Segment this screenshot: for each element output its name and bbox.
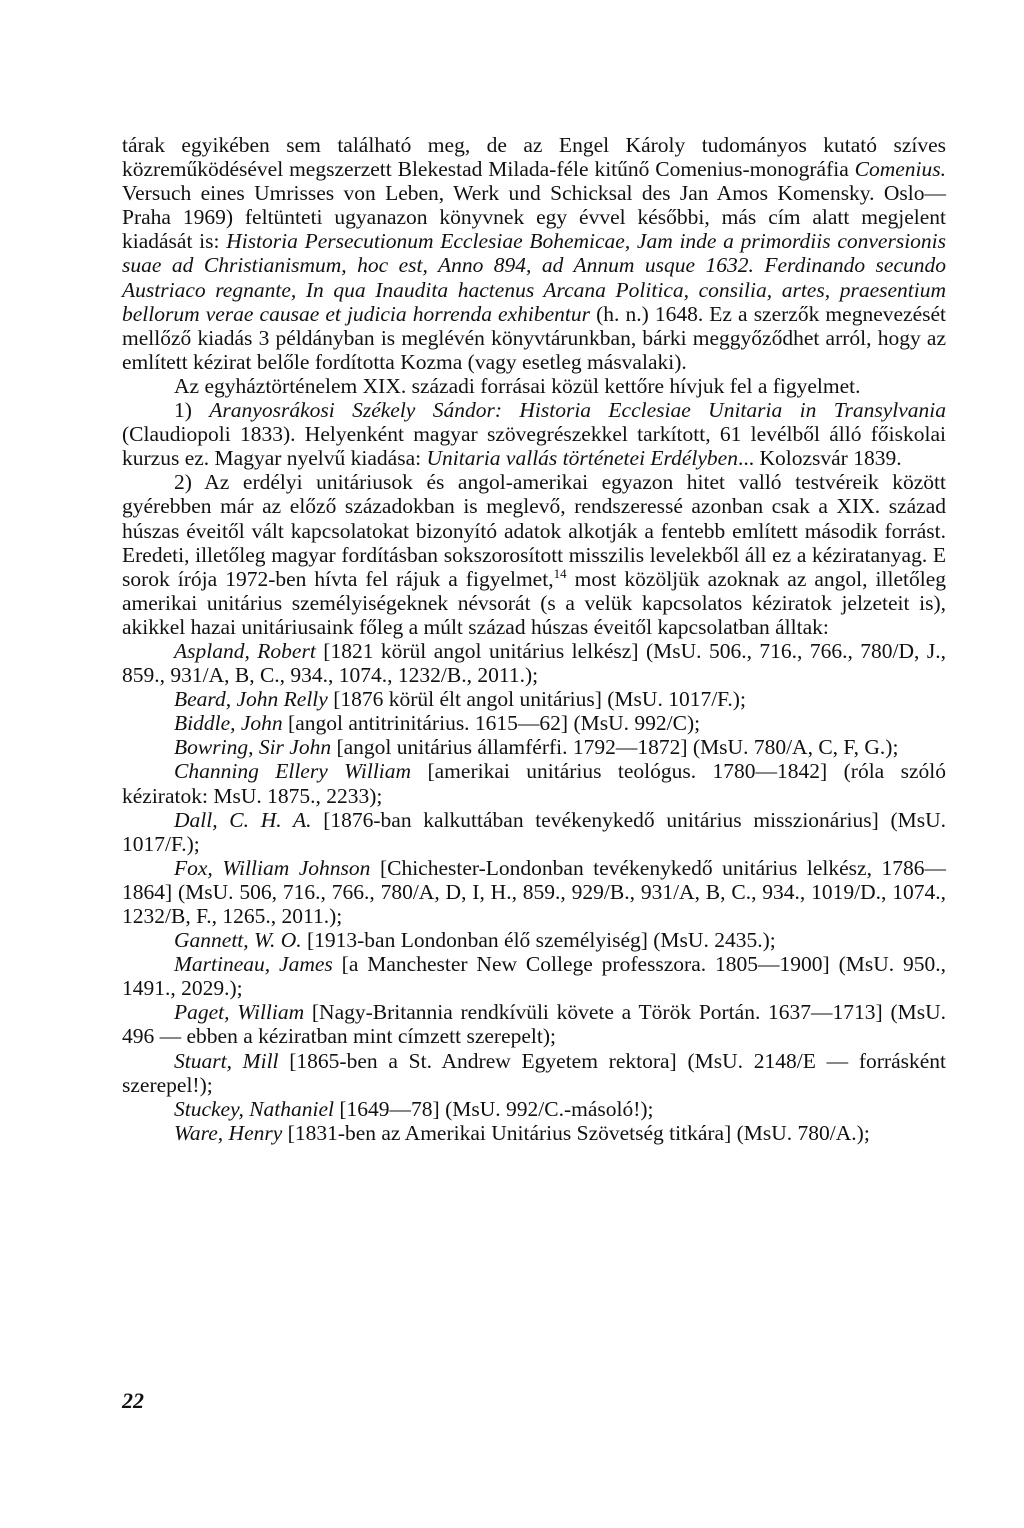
list-item: [122, 1097, 946, 1121]
text-run: ... Kolozsvár 1839.: [737, 446, 902, 471]
entry-text: [1913-ban Londonban élő személyiség] (MsU. 2435.);: [306, 928, 776, 953]
list-number: 1): [174, 398, 192, 423]
entry-name: Paget, William: [174, 1000, 305, 1025]
entry-text: [a Manchester New College professzora. 1805—1900] (MsU. 950., 1491., 2029.);: [122, 952, 946, 1001]
list-item: [122, 735, 946, 759]
italic-title: Aranyosrákosi Székely Sándor: Historia Ecclesiae Unitaria in Transylvania: [209, 398, 946, 423]
page-body: [122, 133, 946, 1145]
paragraph-intro: [122, 133, 946, 374]
list-item: [122, 952, 946, 1000]
entry-name: Stuckey, Nathaniel: [174, 1096, 335, 1121]
entry-text: [1821 körül angol unitárius lelkész] (MsU. 506., 716., 766., 780/D, J., 859., 931/A, B, C., 934., 1074., 1232/B., 2011.);: [122, 638, 946, 688]
list-item: [122, 1121, 946, 1145]
entry-name: Beard, John Relly: [174, 687, 328, 712]
entry-name: Channing Ellery William: [174, 759, 412, 784]
text-run: Az egyháztörténelem XIX. századi forrásai közül kettőre hívjuk fel a figyelmet.: [174, 373, 861, 398]
entry-text: [1831-ben az Amerikai Unitárius Szövetség titkára] (MsU. 780/A.);: [287, 1120, 870, 1145]
list-item: [122, 759, 946, 807]
footnote-reference: 14: [553, 565, 567, 581]
entry-text: [angol unitárius államférfi. 1792—1872] (MsU. 780/A, C, F, G.);: [336, 735, 899, 760]
italic-title: Historia Persecutionum Ecclesiae Bohemicae, Jam inde a primordiis conversionis suae ad Christianismum, hoc est, Anno 894, ad Annum usque 1632. Ferdinando secundo Austriaco regnante, In qua Inaudita hactenus Arcana Politica, consilia, artes, praesentium bellorum verae causae et judicia horrenda exhibentur: [122, 229, 947, 326]
name-list: [122, 639, 946, 1145]
text-run: most közöljük azoknak az angol, illetőleg amerikai unitárius személyiségeknek névsorát (s a velük kapcsolatos kéziratok jelzeteit is), akikkel hazai unitáriusaink főleg a múlt század húszas éveitől kapcsolatban álltak:: [122, 566, 946, 639]
text-run: Versuch eines Umrisses von Leben, Werk und Schicksal des Jan Amos Komensky. Oslo—Praha 1969) feltünteti ugyanazon könyvnek egy évvel későbbi, más cím alatt megjelent kiadását is:: [122, 181, 946, 254]
list-item: [122, 928, 946, 952]
list-item: [122, 808, 946, 856]
entry-text: [angol antitrinitárius. 1615—62] (MsU. 992/C);: [288, 711, 701, 736]
paragraph-source-2: [122, 470, 946, 639]
list-item: [122, 1000, 946, 1048]
text-run: (Claudiopoli 1833). Helyenként magyar szövegrészekkel tarkított, 61 levélből álló főiskolai kurzus ez. Magyar nyelvű kiadása:: [122, 422, 946, 471]
entry-text: [1649—78] (MsU. 992/C.-másoló!);: [339, 1096, 654, 1121]
list-item: [122, 687, 946, 711]
entry-name: Stuart, Mill: [174, 1048, 279, 1073]
entry-text: [1876-ban kalkuttában tevékenykedő unitárius misszionárius] (MsU. 1017/F.);: [122, 807, 947, 856]
entry-text: [Chichester-Londonban tevékenykedő unitárius lelkész, 1786—1864] (MsU. 506, 716., 766., 780/A, D, I, H., 859., 929/B., 931/A, B, C., 934., 1019/D., 1074., 1232/B, F., 1265., 2011.);: [122, 855, 946, 928]
entry-text: [1865-ben a St. Andrew Egyetem rektora] (MsU. 2148/E — forrásként szerepel!);: [122, 1048, 946, 1097]
paragraph-source-1: [122, 398, 946, 470]
entry-name: Biddle, John: [174, 711, 283, 736]
entry-text: [amerikai unitárius teológus. 1780—1842] (róla szóló kéziratok: MsU. 1875., 2233);: [122, 759, 947, 808]
list-item: [122, 711, 946, 735]
italic-title: Unitaria vallás történetei Erdélyben: [426, 446, 738, 471]
entry-name: Martineau, James: [174, 952, 333, 977]
italic-title: Comenius.: [854, 157, 947, 182]
page-number: 22: [122, 1388, 144, 1413]
text-run: tárak egyikében sem található meg, de az Engel Károly tudományos kutató szíves közreműködésével megszerzett Blekestad Milada-féle kitűnő Comenius-monográfia: [122, 133, 946, 182]
entry-name: Aspland, Robert: [174, 638, 316, 663]
entry-name: Dall, C. H. A.: [174, 807, 312, 832]
list-item: [122, 639, 946, 687]
entry-text: [1876 körül élt angol unitárius] (MsU. 1017/F.);: [333, 687, 746, 712]
text-run: 2) Az erdélyi unitáriusok és angol-amerikai egyazon hitet valló testvéreik között gyérebben már az előző századokban is meglevő, rendszeressé azonban csak a XIX. század húszas éveitől vált kapcsolatokat bizonyító adatok alkotják a fentebb említett második forrást. Eredeti, illetőleg magyar fordításban sokszorosított misszilis levelekből áll ez a kéziratanyag. E sorok írója 1972-ben hívta fel rájuk a figyelmet,: [122, 470, 946, 591]
paragraph-sources: [122, 374, 946, 398]
list-item: [122, 1049, 946, 1097]
text-run: (h. n.) 1648. Ez a szerzők megnevezését mellőző kiadás 3 példányban is meglévén könyvtárunkban, bárki meggyőződhet arról, hogy az említett kézirat belőle fordította Kozma (vagy esetleg másvalaki).: [122, 301, 947, 374]
entry-name: Fox, William Johnson: [174, 855, 371, 880]
list-item: [122, 856, 946, 928]
entry-name: Ware, Henry: [174, 1120, 283, 1145]
entry-name: Gannett, W. O.: [174, 928, 302, 953]
entry-name: Bowring, Sir John: [174, 735, 332, 760]
entry-text: [Nagy-Britannia rendkívüli követe a Török Portán. 1637—1713] (MsU. 496 — ebben a kéziratban mint címzett szerepelt);: [122, 1000, 946, 1049]
